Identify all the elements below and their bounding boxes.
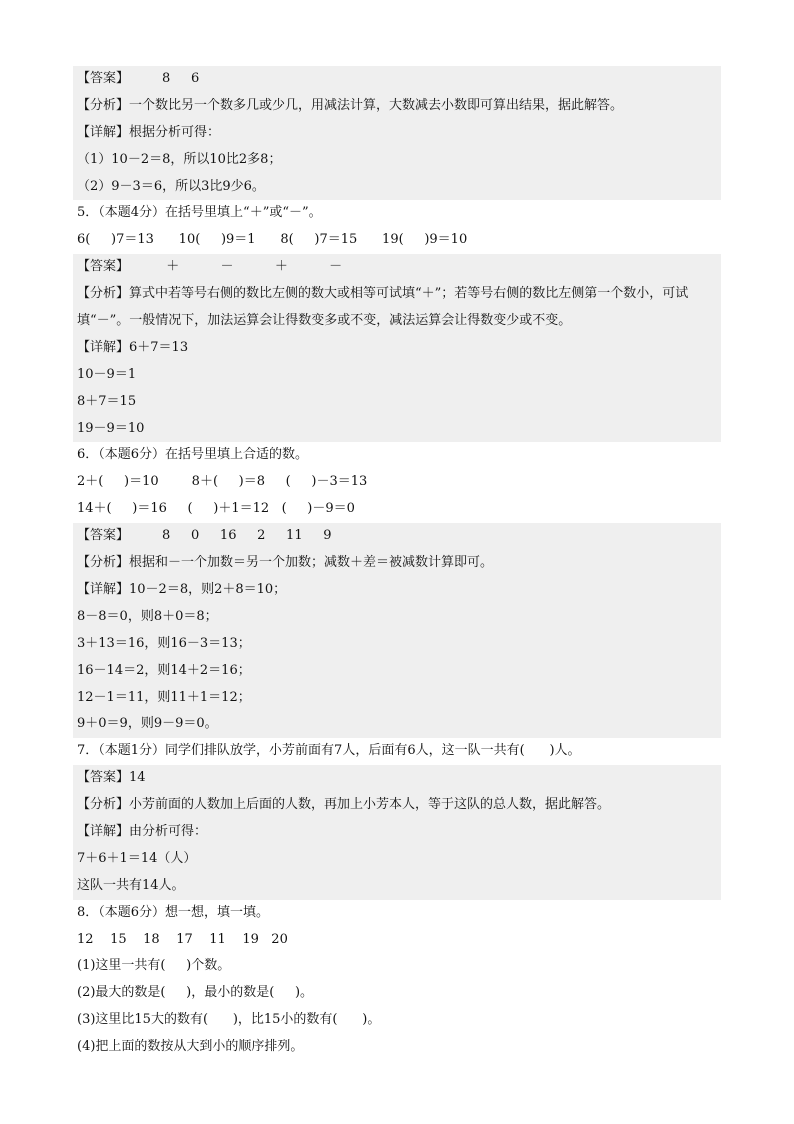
detail-line: 8－8＝0，则8＋0＝8； (73, 604, 721, 631)
detail-line: 3＋13＝16，则16－3＝13； (73, 631, 721, 658)
question-8-sub-2: (2)最大的数是( )，最小的数是( )。 (77, 985, 314, 1001)
analysis-line: 【分析】算式中若等号右侧的数比左侧的数大或相等可试填“＋”；若等号右侧的数比左侧第一个数小，可试填“－”。一般情况下，加法运算会让得数变多或不变，减法运算会让得数变少或不变。 (73, 281, 721, 335)
detail-line: （2）9－3＝6，所以3比9少6。 (73, 174, 721, 201)
detail-line: 7＋6＋1＝14（人） (73, 846, 721, 873)
answer-line: 【答案】 8 0 16 2 11 9 (73, 523, 721, 550)
question-8-numbers: 12 15 18 17 11 19 20 (77, 931, 288, 947)
detail-line: （1）10－2＝8，所以10比2多8； (73, 147, 721, 174)
question-6-problems: 14＋( )＝16 ( )＋1＝12 ( )－9＝0 (77, 501, 355, 517)
analysis-line: 【分析】根据和－一个加数＝另一个加数；减数＋差＝被减数计算即可。 (73, 550, 721, 577)
question-8-title: 8．（本题6分）想一想，填一填。 (77, 904, 270, 920)
answer-line: 【答案】 8 6 (73, 66, 721, 93)
detail-line: 【详解】10－2＝8，则2＋8＝10； (73, 577, 721, 604)
analysis-line: 【分析】一个数比另一个数多几或少几，用减法计算，大数减去小数即可算出结果，据此解答。 (73, 93, 721, 120)
worksheet-page (73, 66, 721, 1061)
detail-line: 12－1＝11，则11＋1＝12； (73, 685, 721, 712)
question-6-title: 6．（本题6分）在括号里填上合适的数。 (77, 447, 309, 463)
analysis-line: 【分析】小芳前面的人数加上后面的人数，再加上小芳本人，等于这队的总人数，据此解答。 (73, 792, 721, 819)
answer-line: 【答案】14 (73, 765, 721, 792)
detail-line: 8＋7＝15 (73, 389, 721, 416)
detail-line: 【详解】根据分析可得： (73, 120, 721, 147)
question-8-sub-4: (4)把上面的数按从大到小的顺序排列。 (77, 1039, 304, 1055)
question-5-problems: 6( )7＝13 10( )9＝1 8( )7＝15 19( )9＝10 (77, 232, 468, 248)
detail-line: 这队一共有14人。 (73, 873, 721, 900)
detail-line: 19－9＝10 (73, 416, 721, 443)
question-8-sub-1: (1)这里一共有( )个数。 (77, 958, 231, 974)
detail-line: 9＋0＝9，则9－9＝0。 (73, 711, 721, 738)
question-7-title: 7．（本题1分）同学们排队放学，小芳前面有7人，后面有6人，这一队一共有( )人。 (77, 743, 581, 759)
detail-line: 【详解】6＋7＝13 (73, 335, 721, 362)
question-6-problems: 2＋( )＝10 8＋( )＝8 ( )－3＝13 (77, 474, 368, 490)
detail-line: 16－14＝2，则14＋2＝16； (73, 658, 721, 685)
detail-line: 10－9＝1 (73, 362, 721, 389)
question-8-sub-3: (3)这里比15大的数有( )，比15小的数有( )。 (77, 1012, 381, 1028)
question-5-title: 5．（本题4分）在括号里填上“＋”或“－”。 (77, 205, 322, 221)
answer-line: 【答案】 ＋ － ＋ － (73, 254, 721, 281)
detail-line: 【详解】由分析可得： (73, 819, 721, 846)
